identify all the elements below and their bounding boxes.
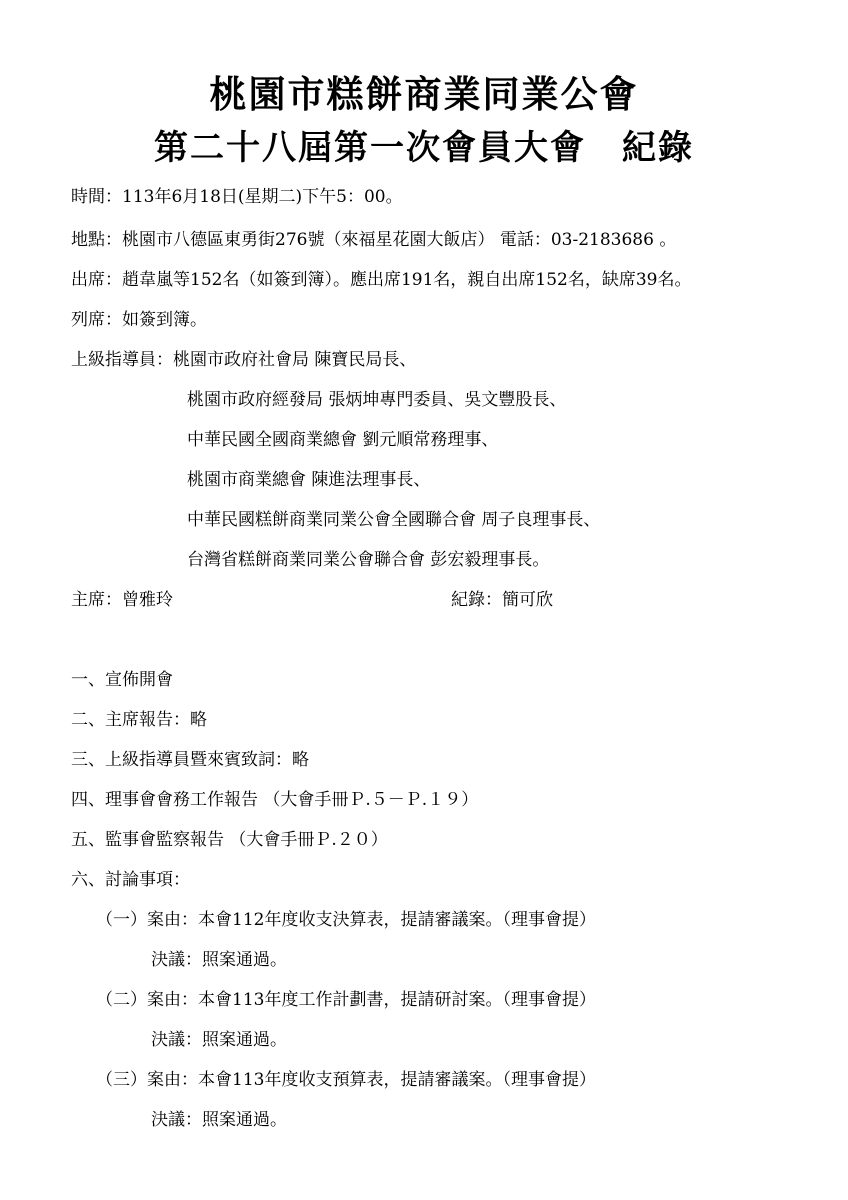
- supervisor-item: 中華民國全國商業總會 劉元順常務理事、: [187, 430, 499, 450]
- agenda-item: 六、討論事項：: [71, 870, 190, 890]
- agenda-item: 四、理事會會務工作報告 （大會手冊Ｐ.５－Ｐ.１９）: [71, 790, 479, 810]
- agenda-item: 一、宣佈開會: [71, 670, 173, 690]
- recorder: 紀錄：簡可欣: [451, 590, 553, 610]
- meeting-observers: 列席：如簽到簿。: [71, 310, 207, 330]
- supervisor-item: 桃園市商業總會 陳進法理事長、: [187, 470, 431, 490]
- discussion-case: （一）案由：本會112年度收支決算表，提請審議案。（理事會提）: [96, 910, 596, 930]
- discussion-resolution: 決議：照案通過。: [151, 1030, 287, 1050]
- document-title: 桃園市糕餅商業同業公會: [209, 72, 639, 116]
- supervisor-item: 桃園市政府經發局 張炳坤專門委員、吳文豐股長、: [187, 390, 567, 410]
- agenda-item: 二、主席報告：略: [71, 710, 207, 730]
- discussion-case: （三）案由：本會113年度收支預算表，提請審議案。（理事會提）: [96, 1070, 596, 1090]
- discussion-case: （二）案由：本會113年度工作計劃書，提請研討案。（理事會提）: [96, 990, 596, 1010]
- agenda-item: 五、監事會監察報告 （大會手冊Ｐ.２０）: [71, 830, 388, 850]
- chair: 主席：曾雅玲: [71, 590, 173, 610]
- meeting-time: 時間：113年6月18日(星期二)下午5：00。: [71, 187, 403, 207]
- supervisors-label: 上級指導員：桃園市政府社會局 陳寶民局長、: [71, 350, 417, 370]
- discussion-resolution: 決議：照案通過。: [151, 950, 287, 970]
- meeting-location: 地點：桃園市八德區東勇街276號（來福星花園大飯店） 電話：03-2183686 。: [71, 230, 677, 250]
- supervisor-item: 中華民國糕餅商業同業公會全國聯合會 周子良理事長、: [187, 510, 601, 530]
- supervisor-item: 台灣省糕餅商業同業公會聯合會 彭宏毅理事長。: [187, 550, 550, 570]
- agenda-item: 三、上級指導員暨來賓致詞：略: [71, 750, 309, 770]
- document-subtitle: 第二十八屆第一次會員大會 紀錄: [154, 128, 694, 168]
- discussion-resolution: 決議：照案通過。: [151, 1110, 287, 1130]
- meeting-attendance: 出席：趙韋嵐等152名（如簽到簿）。應出席191名，親自出席152名，缺席39名。: [71, 270, 692, 290]
